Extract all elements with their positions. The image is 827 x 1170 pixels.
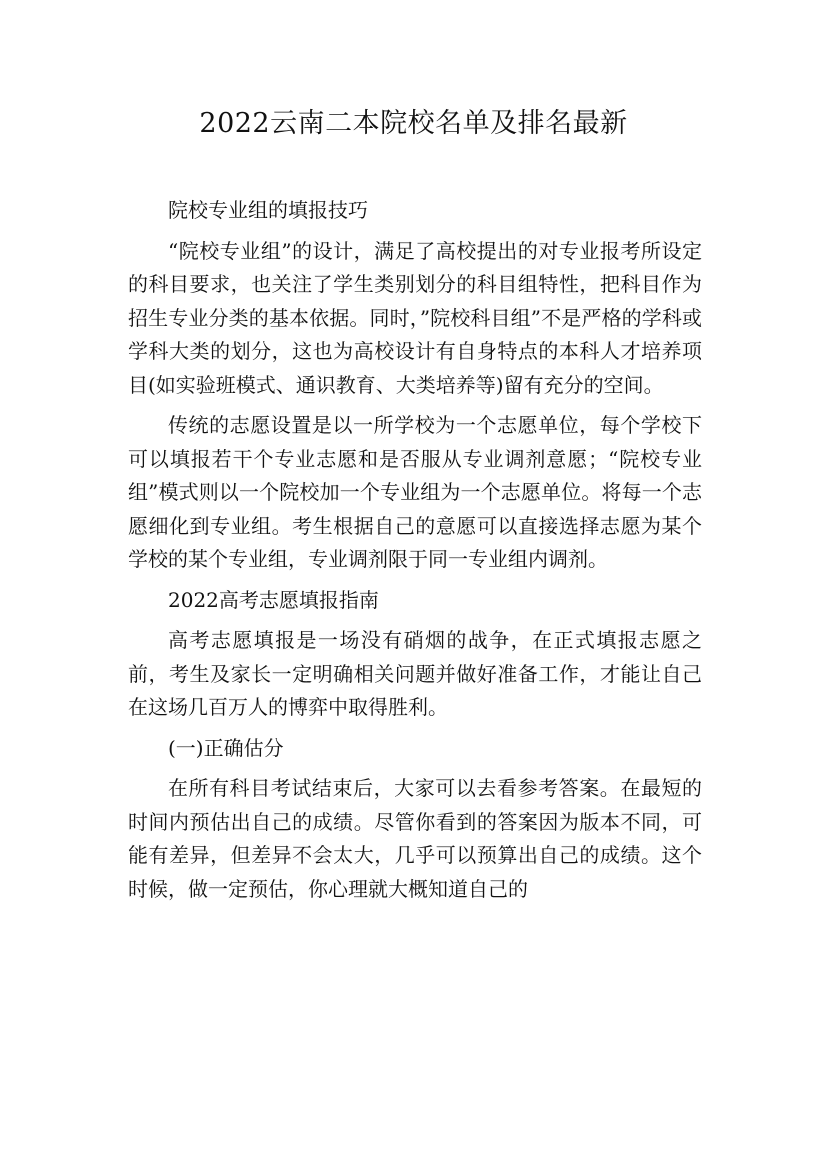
paragraph-traditional-volunteer: 传统的志愿设置是以一所学校为一个志愿单位，每个学校下可以填报若干个专业志愿和是否服从专业调剂意愿；“院校专业组”模式则以一个院校加一个专业组为一个志愿单位。将每一个志愿细化到专业组。考生根据自己的意愿可以直接选择志愿为某个学校的某个专业组，专业调剂限于同一专业组内调剂。 [128,413,702,571]
section-heading-guide: 2022高考志愿填报指南 [168,587,379,612]
paragraph-college-group-design: “院校专业组”的设计，满足了高校提出的对专业报考所设定的科目要求，也关注了学生类别划分的科目组特性，把科目作为招生专业分类的基本依据。同时，”院校科目组”不是严格的学科或学科大类的划分，这也为高校设计有自身特点的本科人才培养项目(如实验班模式、通识教育、大类培养等)留有充分的空间。 [128,238,702,397]
paragraph-guide-intro: 高考志愿填报是一场没有硝烟的战争，在正式填报志愿之前，考生及家长一定明确相关问题并做好准备工作，才能让自己在这场几百万人的博弈中取得胜利。 [128,628,702,719]
document-body [128,194,702,906]
section-heading-college-groups: 院校专业组的填报技巧 [168,198,368,222]
paragraph-estimate-score: 在所有科目考试结束后，大家可以去看参考答案。在最短的时间内预估出自己的成绩。尽管你看到的答案因为版本不同，可能有差异，但差异不会太大，几乎可以预算出自己的成绩。这个时候，做一定预估，你心理就大概知道自己的 [128,776,702,901]
section-heading-estimate: (一)正确估分 [168,735,284,760]
document-title: 2022云南二本院校名单及排名最新 [199,108,628,139]
